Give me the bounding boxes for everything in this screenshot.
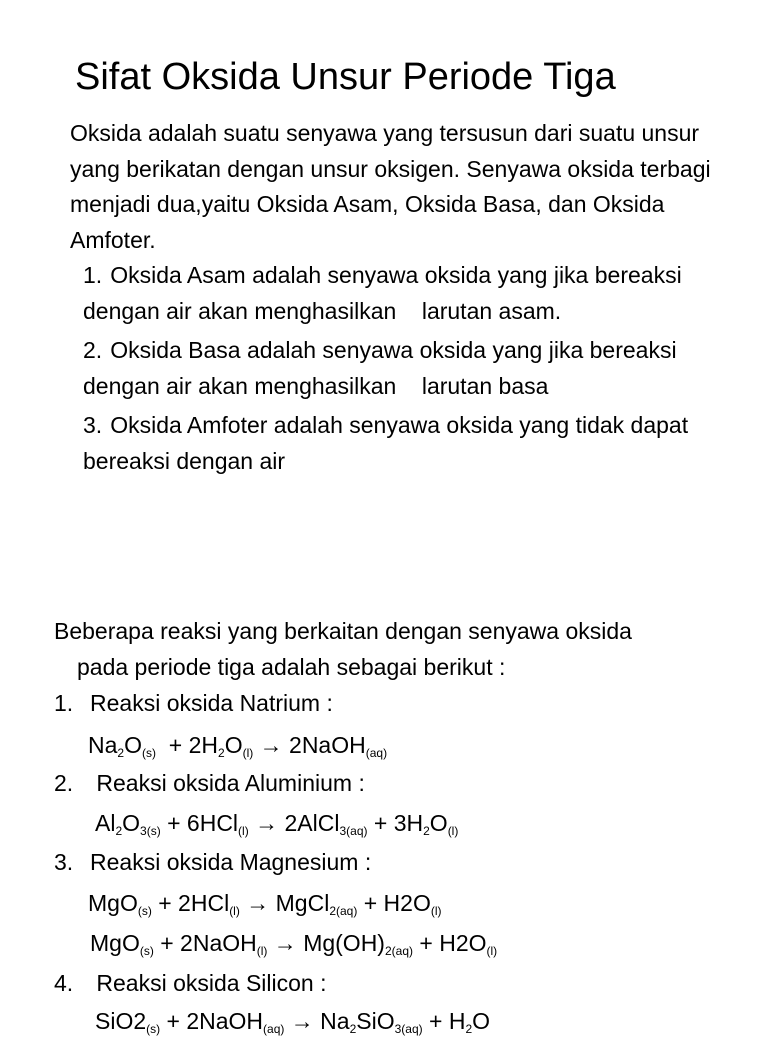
eq-part: + 6HCl	[160, 810, 239, 836]
eq-part: → MgCl	[239, 890, 330, 916]
item-text: Oksida Basa adalah senyawa oksida yang jika bereaksi dengan air akan menghasilkan larutan basa	[83, 337, 683, 399]
eq-part: + 2NaOH	[160, 1008, 264, 1034]
eq-sub: 2	[218, 746, 225, 760]
item-text: Oksida Asam adalah senyawa oksida yang jika bereaksi dengan air akan menghasilkan larutan asam.	[83, 262, 689, 324]
eq-part: → 2AlCl	[248, 810, 340, 836]
eq-sub: (s)	[141, 746, 156, 760]
reaction-heading	[54, 686, 333, 722]
eq-sub: 2	[465, 1022, 473, 1036]
page-title: Sifat Oksida Unsur Periode Tiga	[75, 56, 616, 98]
eq-sub: (l)	[229, 904, 240, 918]
eq-sub: 2(aq)	[384, 944, 413, 958]
reaction-number: 3.	[54, 849, 74, 875]
eq-part: MgO	[88, 890, 138, 916]
reaction-number: 2.	[54, 770, 74, 796]
oxide-type-item	[83, 258, 753, 329]
reaction-label: Reaksi oksida Aluminium :	[90, 770, 365, 796]
reaction-heading	[54, 966, 327, 1002]
reaction-number: 4.	[54, 970, 74, 996]
eq-part: + 2HCl	[151, 890, 230, 916]
eq-sub: (l)	[256, 944, 268, 958]
item-text: Oksida Amfoter adalah senyawa oksida yang tidak dapat bereaksi dengan air	[83, 412, 689, 474]
reaction-label: Reaksi oksida Magnesium :	[90, 849, 372, 875]
eq-sub: 3(aq)	[339, 824, 368, 838]
eq-part: O	[429, 810, 448, 836]
eq-sub: 2	[349, 1022, 357, 1036]
eq-sub: (s)	[139, 944, 154, 958]
intro-paragraph: Oksida adalah suatu senyawa yang tersusun dari suatu unsur yang berikatan dengan unsur oksigen. Senyawa oksida terbagi menjadi dua,yaitu Oksida Asam, Oksida Basa, dan Oksida Amfoter.	[70, 120, 711, 253]
eq-part: + H2O	[413, 930, 487, 956]
equation-aluminium	[95, 806, 458, 842]
eq-part: SiO2	[95, 1008, 147, 1034]
eq-part: → Mg(OH)	[267, 930, 385, 956]
eq-part: MgO	[90, 930, 140, 956]
reaction-heading	[54, 845, 371, 881]
reactions-intro-line2: pada periode tiga adalah sebagai berikut :	[77, 653, 506, 680]
eq-sub: (l)	[447, 824, 459, 838]
reaction-label: Reaksi oksida Silicon :	[90, 970, 327, 996]
item-number: 2.	[83, 337, 103, 363]
oxide-type-item	[83, 333, 753, 404]
reactions-intro	[54, 614, 744, 685]
eq-part: Al	[95, 810, 116, 836]
eq-part: SiO	[356, 1008, 395, 1034]
eq-part: → 2NaOH	[253, 732, 366, 758]
equation-silicon	[95, 1004, 490, 1040]
eq-part: → Na	[284, 1008, 350, 1034]
oxide-type-item	[83, 408, 753, 479]
eq-sub: 3(s)	[140, 824, 161, 838]
eq-sub: (l)	[242, 746, 254, 760]
eq-part: + H	[422, 1008, 466, 1034]
eq-part: O	[224, 732, 243, 758]
eq-part: Na	[88, 732, 118, 758]
reaction-number: 1.	[54, 690, 74, 716]
eq-sub: 2	[117, 746, 125, 760]
equation-magnesium-2	[90, 926, 497, 962]
eq-sub: (l)	[486, 944, 498, 958]
reaction-heading	[54, 766, 365, 802]
eq-part: + 3H	[367, 810, 424, 836]
eq-part: O	[124, 732, 142, 758]
eq-sub: (aq)	[263, 1022, 285, 1036]
eq-sub: 2(aq)	[329, 904, 358, 918]
eq-sub: (s)	[137, 904, 152, 918]
eq-sub: (s)	[146, 1022, 161, 1036]
eq-part: + 2NaOH	[153, 930, 257, 956]
eq-sub: 2	[423, 824, 430, 838]
eq-sub: (l)	[430, 904, 442, 918]
reaction-label: Reaksi oksida Natrium :	[90, 690, 333, 716]
eq-part: O	[122, 810, 141, 836]
eq-sub: 2	[115, 824, 123, 838]
eq-sub: 3(aq)	[394, 1022, 423, 1036]
reactions-intro-line1: Beberapa reaksi yang berkaitan dengan senyawa oksida	[54, 618, 632, 644]
eq-part: + H2O	[357, 890, 431, 916]
eq-part: + 2H	[155, 732, 218, 758]
equation-natrium	[88, 728, 387, 764]
oxide-types-list	[83, 258, 753, 483]
eq-part: O	[472, 1008, 491, 1034]
item-number: 3.	[83, 412, 103, 438]
eq-sub: (l)	[238, 824, 249, 838]
equation-magnesium-1	[88, 886, 442, 922]
item-number: 1.	[83, 262, 103, 288]
eq-sub: (aq)	[365, 746, 388, 760]
